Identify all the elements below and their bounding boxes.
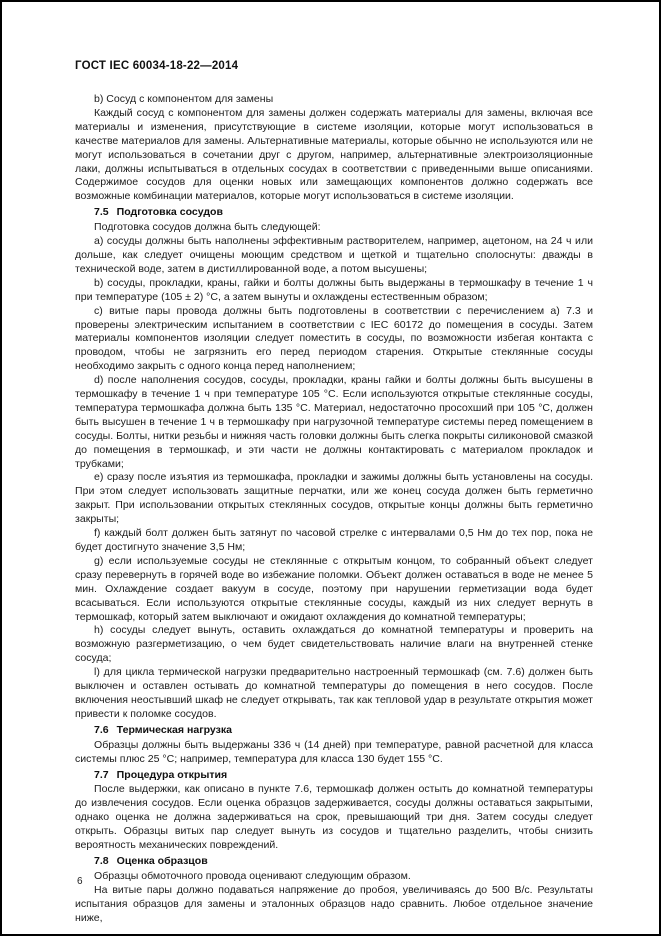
paragraph-opening-procedure: После выдержки, как описано в пункте 7.6, термошкаф должен остыть до комнатной температуры до извлечения сосудов. Если оценка образцов задерживается, сосуды должны оставаться закрытыми, однако оценка не должна задерживаться на срок, превышающий три дня. Затем сосуды следует открыть. Образцы витых пар следует вынуть из сосудов и тщательно разделить, чтобы снизить вероятность механических повреждений. — [75, 783, 593, 852]
paragraph-thermal-load: Образцы должны быть выдержаны 336 ч (14 дней) при температуре, равной расчетной для класса системы плюс 25 °С; например, температура для класса 130 будет 155 °С. — [75, 738, 593, 765]
list-item-a: a) сосуды должны быть наполнены эффективным растворителем, например, ацетоном, на 24 ч или дольше, как следует очищены моющим средством и щеткой и тщательно сполоснуты: дважды в технической воде, затем в дистиллированной воде, а потом высушены; — [75, 235, 593, 275]
list-item-b: b) сосуды, прокладки, краны, гайки и болты должны быть выдержаны в термошкафу в течение 1 ч при температуре (105 ± 2) °С, а затем вынуты и охлаждены естественным образом; — [75, 276, 593, 303]
list-item-g: g) если используемые сосуды не стеклянные с открытым концом, то собранный объект следует сразу перевернуть в горячей воде во избежание поломки. Объект должен оставаться в воде не менее 5 мин. Охлаждение создает вакуум в сосуде, поэтому при нарушении герметизации вода будет всасываться. Если используются открытые стеклянные сосуды, каждый из них следует вернуть в термошкаф, который затем выключают и ожидают охлаждения до комнатной температуры; — [75, 554, 593, 623]
page-content — [75, 60, 593, 925]
section-number: 7.6 — [94, 723, 109, 736]
section-number: 7.8 — [94, 854, 109, 867]
section-number: 7.5 — [94, 206, 109, 219]
section-title: Процедура открытия — [116, 768, 228, 781]
section-title: Подготовка сосудов — [116, 206, 223, 219]
section-number: 7.7 — [94, 768, 109, 781]
list-item-c: c) витые пары провода должны быть подготовлены в соответствии с перечислением a) 7.3 и проверены электрическим испытанием в соответствии с IEC 60172 до помещения в сосуды. Затем материалы компонентов изоляции следует поместить в сосуды, по возможности избегая контакта с проводом, чтобы не загрязнить его перед периодом старения. Открытые стеклянные сосуды необходимо закрыть с одного конца перед наполнением; — [75, 304, 593, 373]
list-item-f: f) каждый болт должен быть затянут по часовой стрелке с интервалами 0,5 Нм до тех пор, пока не будет достигнуто значение 3,5 Нм; — [75, 527, 593, 553]
list-item-l: l) для цикла термической нагрузки предварительно настроенный термошкаф (см. 7.6) должен быть выключен и оставлен остывать до комнатной температуры до помещения в него сосудов. После включения неостывший шкаф не следует открывать, так как тепловой удар в результате открытия может привести к поломке сосудов. — [75, 666, 593, 720]
paragraph-evaluation-voltage: На витые пары должно подаваться напряжение до пробоя, увеличиваясь до 500 В/с. Результаты испытания образцов для замены и эталонных образцов надо сравнить. Любое отдельное значение ниже, — [75, 883, 593, 924]
section-heading-7-6 — [75, 724, 593, 738]
list-item-b-replacement: b) Сосуд с компонентом для замены — [94, 93, 274, 105]
paragraph-replacement-vessel: Каждый сосуд с компонентом для замены должен содержать материалы для замены, включая все материалы и изменения, присутствующие в системе изоляции, которые могут использоваться в качестве материалов для замены. Альтернативные материалы, которые обычно не используются или не могут использоваться в сочетании друг с другом, например, альтернативные электроизоляционные лаки, должны испытываться в отдельных сосудах в соответствии с приведенными выше описаниями. Содержимое сосудов для оценки новых или замещающих компонентов должно содержать все возможные комбинации материалов, которые могут использоваться в системе изоляции. — [75, 106, 593, 203]
section-heading-7-8 — [75, 855, 593, 869]
section-title: Оценка образцов — [116, 854, 208, 867]
paragraph-preparation-intro: Подготовка сосудов должна быть следующей: — [94, 221, 321, 234]
list-item-h: h) сосуды следует вынуть, оставить охлаждаться до комнатной температуры и проверить на возможную разгерметизацию, о чем будет свидетельствовать наличие влаги на внутренней стенке сосуда; — [75, 624, 593, 665]
document-title: ГОСТ IEC 60034-18-22—2014 — [75, 60, 239, 72]
list-item-d: d) после наполнения сосудов, сосуды, прокладки, краны гайки и болты должны быть высушены в термошкафу в течение 1 ч при температуре 105 °С. Если используются открытые стеклянные сосуды, температура термошкафа должна быть 135 °С. Материал, недостаточно просохший при 105 °С, должен быть высушен в течение 1 ч в термошкафу при нагрузочной температуре системы перед помещением в сосуды. Болты, нитки резьбы и нижняя часть головки должны быть слегка покрыты силиконовой смазкой до помещения в термошкаф, и эти части не должны контактировать с материалом прокладок и трубками; — [75, 374, 593, 470]
page-number: 6 — [77, 876, 83, 887]
section-heading-7-7 — [75, 769, 593, 783]
section-title: Термическая нагрузка — [116, 723, 233, 736]
paragraph-evaluation-intro: Образцы обмоточного провода оценивают следующим образом. — [94, 869, 411, 882]
section-heading-7-5 — [75, 206, 593, 220]
list-item-e: e) сразу после изъятия из термошкафа, прокладки и зажимы должны быть установлены на сосуды. При этом следует использовать защитные перчатки, или же конец сосуда должен быть герметично закрыт. При использовании открытых стеклянных сосудов, открытые концы должны быть герметично закрыты; — [75, 471, 593, 526]
